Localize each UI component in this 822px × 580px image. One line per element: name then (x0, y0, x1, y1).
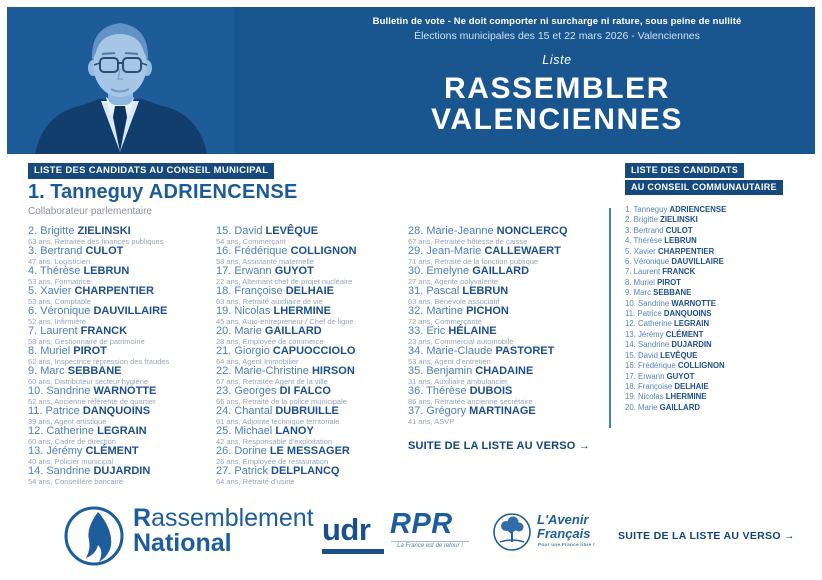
candidate-name (408, 246, 594, 257)
communautaire-item (625, 267, 726, 277)
lead-number: 1. (28, 181, 45, 203)
lead-candidate-photo (7, 7, 234, 154)
candidate-number-first: 35. Benjamin (408, 365, 476, 377)
communautaire-number-first: 16. Frédérique (625, 361, 678, 371)
communautaire-last-name: CHARPENTIER (657, 246, 715, 256)
communautaire-last-name: DUJARDIN (671, 340, 712, 350)
candidate-number-first: 36. Thérèse (408, 385, 470, 397)
candidate-detail: 53 ans, Agent d'entretien (408, 357, 491, 366)
candidate-number-first: 14. Sandrine (28, 465, 94, 477)
candidate-entry (216, 346, 402, 366)
candidate-name (28, 286, 214, 297)
communautaire-last-name: COLLIGNON (677, 361, 725, 371)
candidate-number-first: 12. Catherine (28, 425, 98, 437)
candidate-detail: 47 ans, Logisticien (28, 257, 91, 266)
communautaire-last-name: DANQUOINS (663, 309, 712, 319)
candidate-name (28, 386, 214, 397)
communautaire-item (625, 205, 726, 215)
list-title-line2: VALENCIENNES (430, 103, 683, 136)
candidate-entry (408, 406, 594, 426)
candidate-number-first: 26. Dorine (216, 445, 270, 457)
communautaire-number-first: 9. Marc (625, 288, 654, 298)
communautaire-last-name: SEBBANE (653, 288, 692, 298)
communautaire-last-name: PIROT (657, 277, 681, 287)
udr-logo: udr (322, 512, 371, 547)
candidate-last-name: GUYOT (274, 265, 314, 277)
candidate-name (408, 286, 594, 297)
candidate-last-name: DUBRUILLE (275, 405, 339, 417)
candidate-detail: 52 ans, Infirmière (28, 317, 86, 326)
communautaire-number-first: 14. Sandrine (625, 340, 672, 350)
communautaire-number-first: 8. Muriel (625, 277, 658, 287)
candidate-entry (216, 426, 402, 446)
communautaire-number-first: 18. Françoise (625, 381, 675, 391)
candidate-detail: 42 ans, Responsable d'exploitation (216, 437, 333, 446)
candidate-number-first: 30. Emelyne (408, 265, 473, 277)
candidate-entry (216, 226, 402, 246)
candidate-detail: 31 ans, Auxiliaire ambulancier (408, 377, 508, 386)
candidate-last-name: DI FALCO (279, 385, 331, 397)
communautaire-last-name: LEGRAIN (673, 319, 710, 329)
candidate-last-name: CHADAINE (475, 365, 534, 377)
communautaire-number-first: 1. Tanneguy (625, 205, 670, 214)
candidate-number-first: 11. Patrice (28, 405, 83, 417)
candidate-last-name: WARNOTTE (93, 385, 157, 397)
candidate-last-name: NONCLERCQ (496, 225, 568, 237)
avenir-line1: L'Avenir (537, 512, 589, 527)
candidate-entry (28, 406, 214, 426)
candidate-last-name: DUJARDIN (93, 465, 151, 477)
candidate-last-name: CLÉMENT (85, 445, 139, 457)
communautaire-item (625, 215, 726, 225)
candidate-entry (28, 326, 214, 346)
candidate-detail: 54 ans, Commerçant (216, 237, 286, 246)
communautaire-last-name: WARNOTTE (671, 298, 717, 308)
candidate-entry (408, 366, 594, 386)
candidate-name (408, 386, 594, 397)
candidates-column-1 (28, 226, 214, 486)
communautaire-badge-line2: AU CONSEIL COMMUNAUTAIRE (625, 180, 783, 195)
communautaire-badge-line1: LISTE DES CANDIDATS (625, 163, 744, 178)
candidate-entry (408, 386, 594, 406)
candidate-name (408, 346, 594, 357)
communautaire-item (625, 247, 726, 257)
candidate-detail: 28 ans, Employée de commerce (216, 337, 324, 346)
communautaire-item (625, 288, 726, 298)
candidate-detail: 39 ans, Agent artistique (28, 417, 107, 426)
communautaire-last-name: LHERMINE (665, 392, 707, 402)
lead-candidate-role: Collaborateur parlementaire (28, 206, 152, 217)
candidate-number-first: 9. Marc (28, 365, 68, 377)
communautaire-item (625, 403, 726, 413)
lead-candidate-name (28, 181, 298, 204)
candidate-detail: 53 ans, Formatrice (28, 277, 91, 286)
candidate-number-first: 10. Sandrine (28, 385, 94, 397)
list-title-line1: RASSEMBLER (443, 72, 670, 105)
candidate-name (28, 426, 214, 437)
communautaire-last-name: CULOT (665, 225, 693, 235)
candidate-number-first: 7. Laurent (28, 325, 81, 337)
candidate-detail: 40 ans, Policier municipal (28, 457, 114, 466)
communautaire-item (625, 226, 726, 236)
candidate-name (28, 466, 214, 477)
candidate-name (216, 226, 402, 237)
candidate-name (28, 446, 214, 457)
rn-rest: assemblement (151, 504, 314, 532)
candidate-detail: 58 ans, Gestionnaire de patrimoine (28, 337, 145, 346)
rn-initial: R (133, 504, 152, 532)
candidate-name (408, 226, 594, 237)
candidate-last-name: LEBRUN (462, 285, 509, 297)
candidate-name (28, 346, 214, 357)
candidate-entry (28, 446, 214, 466)
communautaire-number-first: 4. Thérèse (625, 236, 665, 246)
candidate-last-name: DELPLANCQ (271, 465, 340, 477)
communautaire-list (625, 205, 726, 413)
communautaire-item (625, 236, 726, 246)
communautaire-number-first: 15. David (625, 350, 661, 360)
candidate-last-name: PASTORET (495, 345, 555, 357)
communautaire-number-first: 20. Marie (625, 402, 660, 412)
candidate-detail: 64 ans, Retraité d'usine (216, 477, 295, 486)
candidate-last-name: CAPUOCCIOLO (272, 345, 356, 357)
candidate-number-first: 4. Thérèse (28, 265, 84, 277)
candidate-name (28, 266, 214, 277)
communautaire-item (625, 382, 726, 392)
candidate-last-name: COLLIGNON (290, 245, 357, 257)
ballot-notice: Bulletin de vote - Ne doit comporter ni surcharge ni rature, sous peine de nullité (372, 16, 742, 27)
candidate-entry (216, 246, 402, 266)
candidate-entry (216, 466, 402, 486)
candidate-detail: 63 ans, Retraitée des finances publiques (28, 237, 164, 246)
candidate-entry (28, 306, 214, 326)
candidate-entry (28, 346, 214, 366)
candidate-entry (28, 266, 214, 286)
candidate-number-first: 37. Grégory (408, 405, 470, 417)
candidate-name (216, 446, 402, 457)
communautaire-item (625, 340, 726, 350)
candidate-name (216, 306, 402, 317)
candidate-last-name: PIROT (73, 345, 107, 357)
candidate-entry (28, 286, 214, 306)
communautaire-last-name: FRANCK (662, 267, 696, 277)
candidate-entry (408, 306, 594, 326)
candidate-number-first: 13. Jérémy (28, 445, 86, 457)
communautaire-item (625, 257, 726, 267)
verso-note-right: SUITE DE LA LISTE AU VERSO → (618, 530, 795, 542)
communautaire-item (625, 330, 726, 340)
candidate-name (408, 326, 594, 337)
candidate-detail: 86 ans, Retraitée ancienne secrétaire (408, 397, 533, 406)
candidate-detail: 41 ans, ASVP (408, 417, 455, 426)
banner-text-block (307, 16, 807, 135)
candidate-entry (216, 306, 402, 326)
avenir-francais-tree-icon (492, 512, 532, 557)
candidate-name (408, 406, 594, 417)
lead-first-name: Tanneguy (50, 181, 144, 203)
candidate-last-name: LE MESSAGER (269, 445, 350, 457)
candidate-last-name: CULOT (85, 245, 124, 257)
candidate-last-name: LHERMINE (273, 305, 331, 317)
candidate-name (216, 286, 402, 297)
candidate-last-name: FRANCK (80, 325, 128, 337)
candidate-name (216, 346, 402, 357)
communautaire-item (625, 309, 726, 319)
candidate-detail: 60 ans, Cadre de direction (28, 437, 116, 446)
communautaire-number-first: 11. Patrice (625, 309, 664, 319)
liste-label: Liste (542, 53, 572, 67)
candidate-detail: 61 ans, Adjointe technique territoriale (216, 417, 340, 426)
candidate-last-name: DELHAIE (285, 285, 334, 297)
udr-underline (322, 549, 384, 554)
list-title (307, 73, 807, 135)
candidate-entry (28, 226, 214, 246)
candidate-last-name: SEBBANE (67, 365, 122, 377)
rassemblement-national-flame-icon (58, 500, 130, 577)
candidate-last-name: LEGRAIN (97, 425, 147, 437)
candidate-number-first: 27. Patrick (216, 465, 272, 477)
candidate-detail: 23 ans, Commercial automobile (408, 337, 514, 346)
candidate-entry (28, 366, 214, 386)
candidate-detail: 27 ans, Agente polyvalente (408, 277, 499, 286)
candidate-number-first: 31. Pascal (408, 285, 463, 297)
communautaire-number-first: 3. Bertrand (625, 225, 666, 235)
candidate-detail: 54 ans, Conseillère bancaire (28, 477, 124, 486)
communautaire-last-name: DAUVILLAIRE (671, 257, 724, 267)
candidate-entry (216, 446, 402, 466)
candidate-detail: 60 ans, Distributeur secteur hygiène (28, 377, 149, 386)
candidate-detail: 63 ans, Retraité auxiliaire de vie (216, 297, 323, 306)
candidate-entry (216, 286, 402, 306)
candidate-name (216, 386, 402, 397)
candidate-number-first: 18. Françoise (216, 285, 286, 297)
candidate-number-first: 5. Xavier (28, 285, 75, 297)
communautaire-number-first: 7. Laurent (625, 267, 663, 277)
election-subtitle: Élections municipales des 15 et 22 mars 2026 - Valenciennes (414, 30, 700, 42)
communautaire-number-first: 17. Erwann (625, 371, 667, 381)
candidate-name (28, 366, 214, 377)
candidate-detail: 71 ans, Retraité de la fonction publique (408, 257, 539, 266)
candidate-number-first: 17. Erwann (216, 265, 275, 277)
communautaire-number-first: 5. Xavier (625, 246, 658, 256)
candidate-name (216, 246, 402, 257)
candidate-detail: 64 ans, Agent Immobilier (216, 357, 299, 366)
candidate-entry (408, 226, 594, 246)
candidate-detail: 66 ans, Retraité de la police municipale (216, 397, 347, 406)
municipal-list-badge: LISTE DES CANDIDATS AU CONSEIL MUNICIPAL (28, 163, 274, 179)
candidate-last-name: GAILLARD (264, 325, 322, 337)
communautaire-last-name: LEBRUN (664, 236, 697, 246)
candidate-detail: 52 ans, Ancienne référente de quartier (28, 397, 156, 406)
candidate-entry (408, 346, 594, 366)
candidate-number-first: 19. Nicolas (216, 305, 274, 317)
candidate-name (28, 306, 214, 317)
candidate-entry (28, 386, 214, 406)
candidate-name (408, 266, 594, 277)
lead-last-name: ADRIENCENSE (148, 181, 298, 203)
communautaire-number-first: 12. Catherine (625, 319, 674, 329)
candidate-number-first: 3. Bertrand (28, 245, 86, 257)
candidate-last-name: LEBRUN (83, 265, 130, 277)
candidate-number-first: 15. David (216, 225, 266, 237)
candidate-entry (216, 326, 402, 346)
candidate-number-first: 21. Giorgio (216, 345, 273, 357)
communautaire-item (625, 319, 726, 329)
candidate-entry (408, 286, 594, 306)
communautaire-item (625, 392, 726, 402)
candidate-name (216, 266, 402, 277)
candidate-detail: 63 ans, Bénévole associatif (408, 297, 500, 306)
candidate-last-name: DANQUOINS (82, 405, 151, 417)
verso-note-left: SUITE DE LA LISTE AU VERSO → (408, 440, 591, 452)
rpr-logo: RPR (390, 508, 453, 540)
candidate-last-name: HÉLAINE (448, 325, 497, 337)
candidate-number-first: 34. Marie-Claude (408, 345, 496, 357)
communautaire-number-first: 10. Sandrine (625, 298, 672, 308)
communautaire-last-name: LEVÊQUE (660, 350, 698, 360)
candidate-name (28, 326, 214, 337)
communautaire-last-name: CLÉMENT (665, 329, 704, 339)
candidate-entry (408, 326, 594, 346)
candidate-number-first: 23. Georges (216, 385, 280, 397)
candidate-last-name: DUBOIS (469, 385, 513, 397)
top-banner (7, 7, 815, 154)
candidate-last-name: CALLEWAERT (484, 245, 561, 257)
communautaire-last-name: DELHAIE (674, 381, 709, 391)
candidate-detail: 67 ans, Retraitée Agent de la ville (216, 377, 328, 386)
candidate-entry (28, 246, 214, 266)
communautaire-last-name: GAILLARD (659, 402, 700, 412)
candidates-column-2 (216, 226, 402, 486)
candidate-name (216, 466, 402, 477)
candidate-entry (408, 246, 594, 266)
avenir-line2: Français (537, 525, 591, 541)
avenir-francais-tagline: Pour une France libre ! (538, 543, 595, 548)
candidate-last-name: ZIELINSKI (77, 225, 131, 237)
portrait-illustration (7, 7, 234, 154)
candidate-name (28, 226, 214, 237)
candidate-last-name: CHARPENTIER (74, 285, 154, 297)
candidate-number-first: 8. Muriel (28, 345, 74, 357)
candidate-number-first: 16. Frédérique (216, 245, 291, 257)
rn-line2: National (133, 529, 232, 557)
candidate-name (28, 246, 214, 257)
candidate-number-first: 25. Michael (216, 425, 276, 437)
candidate-name (408, 306, 594, 317)
candidate-last-name: HIRSON (311, 365, 355, 377)
candidate-detail: 22 ans, Alternant chef de projet nucléaire (216, 277, 353, 286)
candidate-last-name: MARTINAGE (469, 405, 536, 417)
candidate-last-name: PICHON (466, 305, 509, 317)
communautaire-item (625, 361, 726, 371)
communautaire-last-name: GUYOT (666, 371, 695, 381)
candidate-name (216, 366, 402, 377)
candidate-last-name: LANOY (275, 425, 314, 437)
sidebar-divider (609, 208, 611, 428)
candidate-number-first: 2. Brigitte (28, 225, 78, 237)
candidate-number-first: 22. Marie-Christine (216, 365, 312, 377)
candidate-number-first: 29. Jean-Marie (408, 245, 485, 257)
communautaire-last-name: ADRIENCENSE (669, 205, 727, 214)
candidate-detail: 26 ans, Employée de restauration (216, 457, 329, 466)
candidate-entry (216, 266, 402, 286)
rn-line1 (133, 506, 314, 531)
candidate-number-first: 20. Marie (216, 325, 265, 337)
candidate-number-first: 33. Eric (408, 325, 449, 337)
candidate-entry (216, 366, 402, 386)
candidate-entry (28, 426, 214, 446)
rpr-tagline: La France est de retour ! (391, 541, 469, 549)
candidate-number-first: 6. Véronique (28, 305, 94, 317)
communautaire-item (625, 372, 726, 382)
candidate-number-first: 24. Chantal (216, 405, 276, 417)
candidate-detail: 72 ans, Commerçante (408, 317, 482, 326)
communautaire-item (625, 351, 726, 361)
candidate-name (216, 406, 402, 417)
rassemblement-national-wordmark (133, 506, 314, 556)
candidate-number-first: 32. Martine (408, 305, 467, 317)
candidate-last-name: LEVÊQUE (265, 225, 319, 237)
candidate-entry (408, 266, 594, 286)
communautaire-badge (625, 163, 783, 197)
candidate-name (28, 406, 214, 417)
candidate-entry (216, 406, 402, 426)
candidate-entry (28, 466, 214, 486)
candidate-detail: 53 ans, Comptable (28, 297, 91, 306)
avenir-francais-wordmark (537, 513, 590, 540)
candidate-detail: 67 ans, Retraitée hôtesse de caisse (408, 237, 528, 246)
candidate-number-first: 28. Marie-Jeanne (408, 225, 497, 237)
candidate-detail: 45 ans, Auto-entrepreneur / Chef de ligne (216, 317, 354, 326)
candidate-name (408, 366, 594, 377)
communautaire-number-first: 2. Brigitte (625, 215, 661, 225)
candidates-column-3 (408, 226, 594, 452)
candidate-name (216, 426, 402, 437)
communautaire-last-name: ZIELINSKI (660, 215, 698, 225)
candidate-last-name: DAUVILLAIRE (93, 305, 168, 317)
candidate-entry (216, 386, 402, 406)
candidate-detail: 58 ans, Assistante maternelle (216, 257, 314, 266)
candidate-last-name: GAILLARD (472, 265, 530, 277)
candidate-name (216, 326, 402, 337)
communautaire-number-first: 6. Véronique (625, 257, 672, 267)
communautaire-number-first: 13. Jérémy (625, 329, 666, 339)
communautaire-item (625, 278, 726, 288)
candidate-detail: 62 ans, Inspectrice répression des fraudes (28, 357, 170, 366)
communautaire-item (625, 299, 726, 309)
communautaire-number-first: 19. Nicolas (625, 392, 666, 402)
